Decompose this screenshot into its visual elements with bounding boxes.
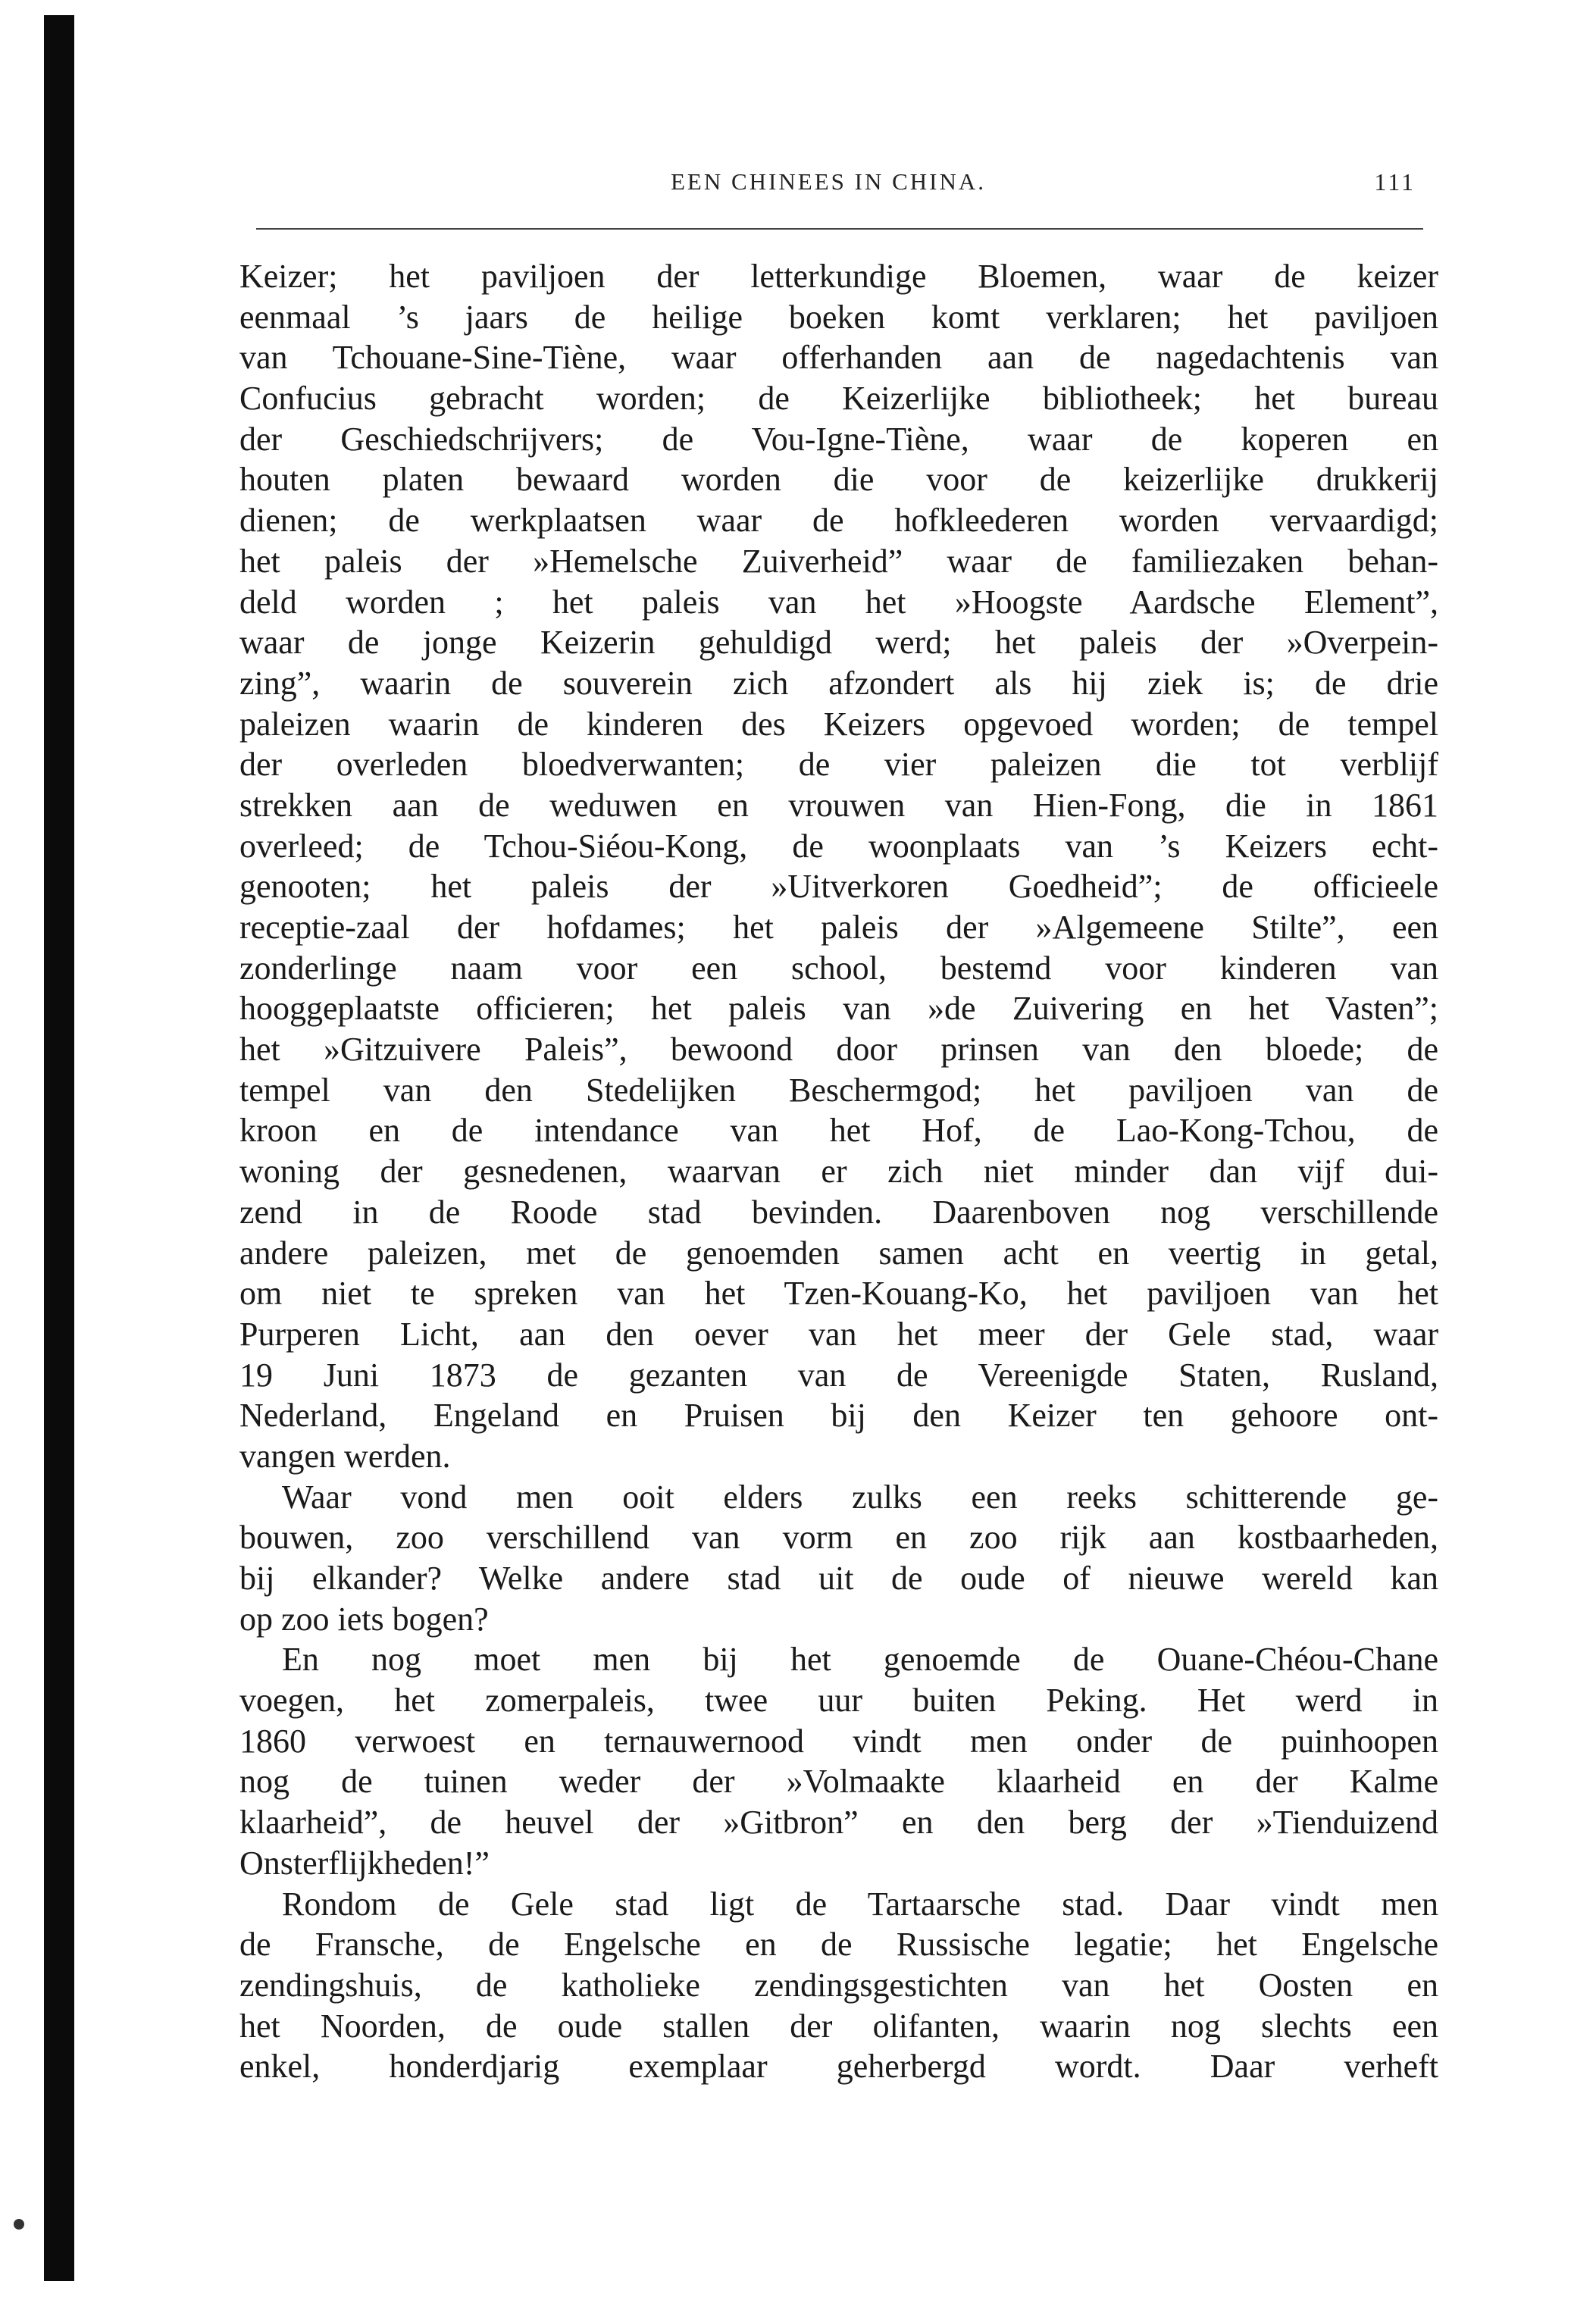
text-line: Onsterflijkheden!” <box>239 1844 490 1882</box>
text-line: 19 Juni 1873 de gezanten van de Vereenigde Staten, Rusland, <box>239 1356 1438 1394</box>
text-line: houten platen bewaard worden die voor de keizerlijke drukkerij <box>239 461 1438 499</box>
text-line: het Noorden, de oude stallen der olifanten, waarin nog slechts een <box>239 2007 1438 2045</box>
text-line: Keizer; het paviljoen der letterkundige Bloemen, waar de keizer <box>239 258 1438 295</box>
text-line: Confucius gebracht worden; de Keizerlijke bibliotheek; het bureau <box>239 380 1438 418</box>
text-line: om niet te spreken van het Tzen-Kouang-Ko, het paviljoen van het <box>239 1275 1438 1313</box>
page-number: 111 <box>1374 168 1416 196</box>
text-line: der Geschiedschrijvers; de Vou-Igne-Tiène, waar de koperen en <box>239 420 1438 458</box>
header-rule <box>256 228 1423 230</box>
text-line: zendingshuis, de katholieke zendingsgestichten van het Oosten en <box>239 1966 1438 2004</box>
binding-shadow <box>44 15 74 2281</box>
text-line: Nederland, Engeland en Pruisen bij den Keizer ten gehoore ont- <box>239 1397 1438 1435</box>
text-line: hooggeplaatste officieren; het paleis van »de Zuivering en het Vasten”; <box>239 990 1438 1028</box>
text-line: klaarheid”, de heuvel der »Gitbron” en den berg der »Tienduizend <box>239 1804 1438 1842</box>
text-line: strekken aan de weduwen en vrouwen van Hien-Fong, die in 1861 <box>239 786 1438 824</box>
text-line: tempel van den Stedelijken Beschermgod; het paviljoen van de <box>239 1071 1438 1109</box>
body-text <box>239 256 1438 2087</box>
text-line: En nog moet men bij het genoemde de Ouane-Chéou-Chane <box>282 1641 1438 1679</box>
text-line: paleizen waarin de kinderen des Keizers opgevoed worden; de tempel <box>239 705 1438 743</box>
running-title: EEN CHINEES IN CHINA. <box>670 168 987 195</box>
text-line: voegen, het zomerpaleis, twee uur buiten Peking. Het werd in <box>239 1682 1438 1720</box>
text-line: Rondom de Gele stad ligt de Tartaarsche stad. Daar vindt men <box>282 1885 1438 1923</box>
running-header <box>241 168 1416 206</box>
text-line: eenmaal ’s jaars de heilige boeken komt verklaren; het paviljoen <box>239 298 1438 336</box>
text-line: receptie-zaal der hofdames; het paleis der »Algemeene Stilte”, een <box>239 909 1438 946</box>
text-line: bouwen, zoo verschillend van vorm en zoo rijk aan kostbaarheden, <box>239 1519 1438 1557</box>
text-line: enkel, honderdjarig exemplaar geherbergd wordt. Daar verheft <box>239 2048 1438 2086</box>
text-line: der overleden bloedverwanten; de vier paleizen die tot verblijf <box>239 746 1438 784</box>
text-line: vangen werden. <box>239 1437 451 1475</box>
text-line: het paleis der »Hemelsche Zuiverheid” waar de familiezaken behan- <box>239 542 1438 580</box>
text-line: nog de tuinen weder der »Volmaakte klaarheid en der Kalme <box>239 1763 1438 1801</box>
text-line: zonderlinge naam voor een school, bestemd voor kinderen van <box>239 949 1438 987</box>
ink-speck <box>14 2219 24 2230</box>
text-line: deld worden ; het paleis van het »Hoogste Aardsche Element”, <box>239 583 1438 621</box>
text-line: de Fransche, de Engelsche en de Russische legatie; het Engelsche <box>239 1926 1438 1964</box>
text-line: woning der gesnedenen, waarvan er zich niet minder dan vijf dui- <box>239 1153 1438 1191</box>
text-line: op zoo iets bogen? <box>239 1600 489 1638</box>
text-line: genooten; het paleis der »Uitverkoren Goedheid”; de officieele <box>239 868 1438 906</box>
text-line: dienen; de werkplaatsen waar de hofkleederen worden vervaardigd; <box>239 502 1438 540</box>
text-line: zing”, waarin de souverein zich afzondert als hij ziek is; de drie <box>239 664 1438 702</box>
text-line: zend in de Roode stad bevinden. Daarenboven nog verschillende <box>239 1193 1438 1231</box>
text-line: 1860 verwoest en ternauwernood vindt men onder de puinhoopen <box>239 1722 1438 1760</box>
text-line: waar de jonge Keizerin gehuldigd werd; het paleis der »Overpein- <box>239 624 1438 662</box>
text-line: van Tchouane-Sine-Tiène, waar offerhanden aan de nagedachtenis van <box>239 339 1438 377</box>
text-line: kroon en de intendance van het Hof, de Lao-Kong-Tchou, de <box>239 1112 1438 1150</box>
text-line: andere paleizen, met de genoemden samen acht en veertig in getal, <box>239 1234 1438 1272</box>
text-line: Purperen Licht, aan den oever van het meer der Gele stad, waar <box>239 1315 1438 1353</box>
text-line: overleed; de Tchou-Siéou-Kong, de woonplaats van ’s Keizers echt- <box>239 827 1438 865</box>
text-line: het »Gitzuivere Paleis”, bewoond door prinsen van den bloede; de <box>239 1031 1438 1069</box>
text-line: bij elkander? Welke andere stad uit de oude of nieuwe wereld kan <box>239 1560 1438 1597</box>
text-line: Waar vond men ooit elders zulks een reeks schitterende ge- <box>282 1478 1438 1516</box>
